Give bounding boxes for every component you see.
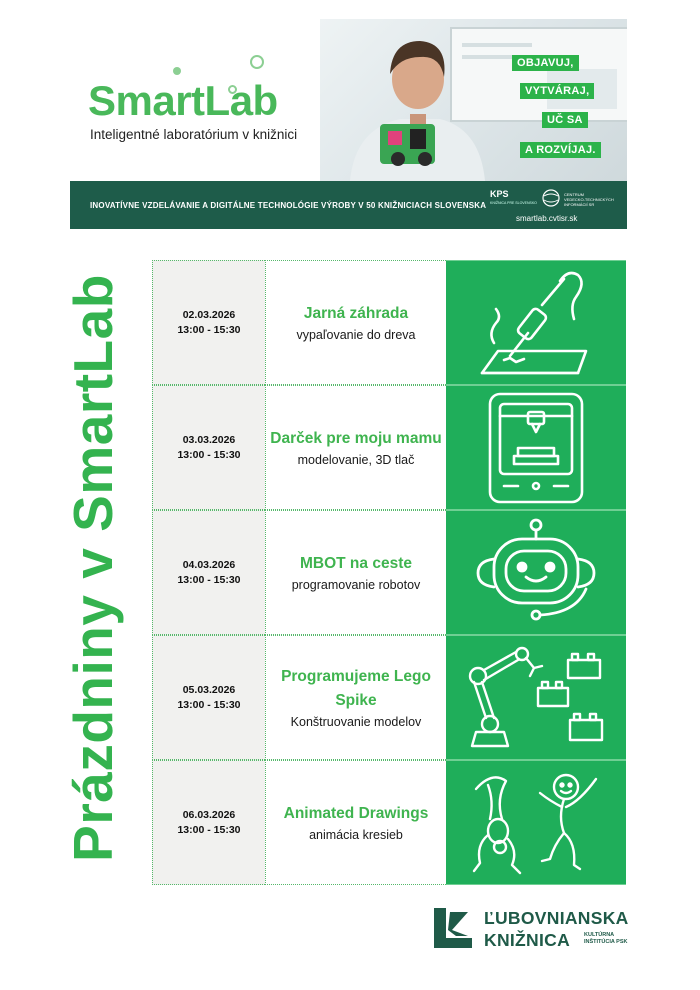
smartlab-url: smartlab.cvtisr.sk [516, 214, 578, 223]
stick-figures-icon [446, 761, 626, 886]
schedule-row [152, 510, 626, 635]
schedule-table [152, 260, 626, 885]
schedule-row [152, 260, 626, 385]
robot-arm-bricks-icon [446, 636, 626, 761]
icon-cell [446, 635, 626, 760]
activity-cell [265, 760, 446, 885]
tag-discover: OBJAVUJ, [512, 55, 579, 71]
event-date: 06.03.2026 [182, 808, 236, 821]
kps-logo-subtitle: KNIŽNICA PRE SLOVENSKO [490, 201, 537, 205]
banner-photo [320, 19, 627, 181]
schedule-row [152, 635, 626, 760]
library-logo [434, 908, 634, 958]
activity-cell [265, 260, 446, 385]
smartlab-banner [70, 19, 627, 229]
tag-create: VYTVÁRAJ, [520, 83, 594, 99]
date-cell [152, 635, 265, 760]
event-date: 03.03.2026 [182, 433, 236, 446]
activity-description: vypaľovanie do dreva [296, 327, 416, 342]
library-name-line2: KNIŽNICA [484, 930, 571, 950]
activity-title: Jarná záhrada [303, 304, 409, 322]
schedule-row [152, 385, 626, 510]
event-time: 13:00 - 15:30 [177, 448, 241, 461]
library-subtitle-line1: KULTÚRNA [584, 932, 615, 938]
activity-cell [265, 385, 446, 510]
activity-cell [265, 510, 446, 635]
schedule-row [152, 760, 626, 885]
event-time: 13:00 - 15:30 [177, 698, 241, 711]
tag-develop: A ROZVÍJAJ. [520, 142, 601, 158]
banner-strip [70, 181, 627, 229]
date-cell [152, 260, 265, 385]
robot-head-icon [446, 511, 626, 636]
side-title: Prázdniny v SmartLab [62, 274, 124, 862]
date-cell [152, 760, 265, 885]
activity-description: programovanie robotov [291, 577, 421, 592]
activity-title: Programujeme Lego Spike [281, 667, 431, 709]
icon-cell [446, 260, 626, 385]
activity-description: Konštruovanie modelov [290, 714, 422, 729]
date-cell [152, 385, 265, 510]
activity-cell [265, 635, 446, 760]
smartlab-logo-subtitle: Inteligentné laboratórium v knižnici [90, 127, 298, 142]
boy-with-robot-illustration [340, 19, 490, 181]
event-time: 13:00 - 15:30 [177, 823, 241, 836]
event-time: 13:00 - 15:30 [177, 573, 241, 586]
date-cell [152, 510, 265, 635]
event-date: 02.03.2026 [182, 308, 236, 321]
cvti-line: VEDECKO-TECHNICKÝCH [564, 197, 614, 202]
event-time: 13:00 - 15:30 [177, 323, 241, 336]
library-name-line1: ĽUBOVNIANSKA [484, 908, 629, 928]
event-date: 04.03.2026 [182, 558, 236, 571]
cvti-globe-icon [542, 189, 560, 207]
soldering-iron-icon [446, 261, 626, 386]
icon-cell [446, 510, 626, 635]
smartlab-logo-title: SmartLab [88, 77, 278, 124]
library-subtitle-line2: INŠTITÚCIA PSK [584, 939, 628, 945]
library-logo-mark-icon [434, 908, 478, 952]
activity-title: MBOT na ceste [300, 554, 412, 572]
kps-logo [490, 189, 509, 199]
tag-learn: UČ SA [542, 112, 588, 128]
kps-logo-text: KPS [490, 189, 509, 199]
cvti-line: CENTRUM [564, 192, 584, 197]
icon-cell [446, 760, 626, 885]
strip-text: INOVATÍVNE VZDELÁVANIE A DIGITÁLNE TECHNOLÓGIE VÝROBY V 50 KNIŽNICIACH SLOVENSKA [90, 201, 487, 210]
activity-title: Darček pre moju mamu [270, 429, 442, 447]
cvti-line: INFORMÁCIÍ SR [564, 202, 595, 207]
3d-printer-icon [446, 386, 626, 511]
icon-cell [446, 385, 626, 510]
activity-description: modelovanie, 3D tlač [297, 452, 415, 467]
decor-dot [173, 67, 181, 75]
activity-title: Animated Drawings [283, 804, 429, 822]
cvti-logo [540, 189, 620, 211]
event-date: 05.03.2026 [182, 683, 236, 696]
activity-description: animácia kresieb [309, 827, 403, 842]
decor-ring [250, 55, 264, 69]
